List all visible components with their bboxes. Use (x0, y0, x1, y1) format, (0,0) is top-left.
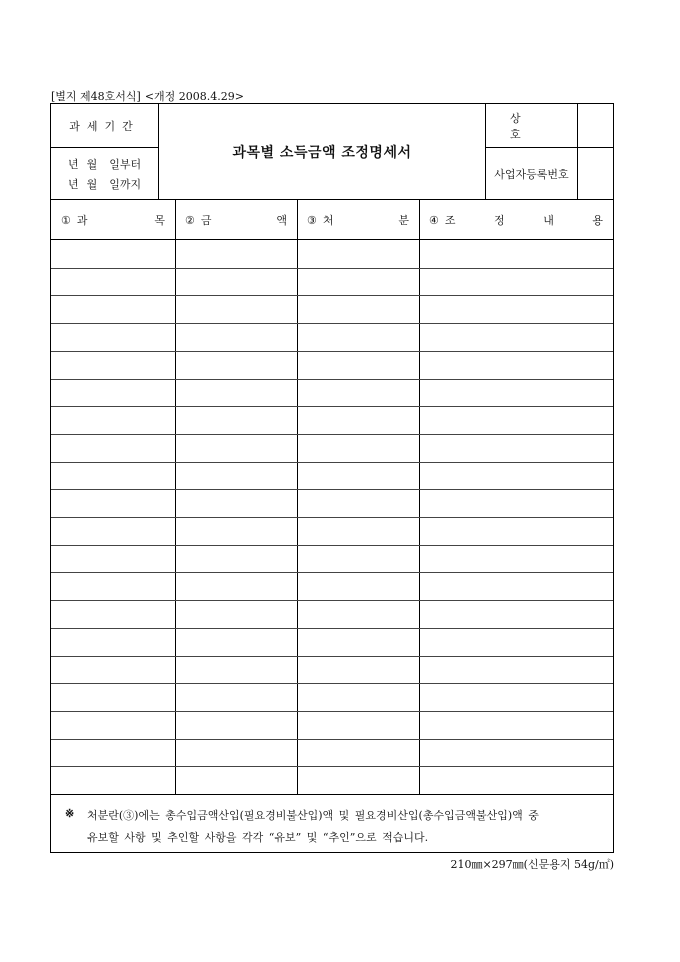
table-cell[interactable] (176, 767, 296, 793)
table-cell[interactable] (52, 324, 174, 350)
table-cell[interactable] (298, 296, 418, 322)
table-cell[interactable] (298, 767, 418, 793)
tax-period-range[interactable] (51, 148, 158, 199)
table-cell[interactable] (298, 573, 418, 599)
table-cell[interactable] (52, 269, 174, 295)
table-cell[interactable] (52, 463, 174, 489)
table-cell[interactable] (298, 546, 418, 572)
table-cell[interactable] (176, 490, 296, 516)
business-info-block (485, 104, 613, 199)
table-cell[interactable] (420, 269, 612, 295)
table-cell[interactable] (298, 518, 418, 544)
column-header-part: 액 (276, 213, 287, 227)
table-cell[interactable] (420, 712, 612, 738)
table-cell[interactable] (52, 684, 174, 710)
table-cell[interactable] (420, 684, 612, 710)
table-cell[interactable] (420, 463, 612, 489)
business-number-label: 사업자등록번호 (486, 148, 578, 199)
table-cell[interactable] (298, 241, 418, 267)
column-header-4 (419, 200, 613, 240)
table-cell[interactable] (298, 407, 418, 433)
table-cell[interactable] (420, 657, 612, 683)
form-revision: <개정 2008.4.29> (144, 90, 245, 103)
table-cell[interactable] (420, 435, 612, 461)
table-cell[interactable] (298, 657, 418, 683)
table-cell[interactable] (420, 740, 612, 766)
paper-specification: 210㎜×297㎜(신문용지 54g/㎡) (450, 858, 614, 871)
table-cell[interactable] (52, 629, 174, 655)
table-cell[interactable] (176, 380, 296, 406)
table-cell[interactable] (298, 740, 418, 766)
table-cell[interactable] (420, 546, 612, 572)
column-header-part: 금 (200, 213, 212, 227)
table-cell[interactable] (52, 241, 174, 267)
column-header-part: 조 (444, 213, 456, 227)
table-cell[interactable] (298, 380, 418, 406)
table-cell[interactable] (52, 740, 174, 766)
table-cell[interactable] (52, 573, 174, 599)
year-text: 년 (68, 158, 79, 171)
company-name-label: 상호 (486, 104, 578, 147)
table-cell[interactable] (420, 767, 612, 793)
table-cell[interactable] (52, 380, 174, 406)
column-header-text: ② (185, 213, 195, 227)
table-cell[interactable] (52, 352, 174, 378)
table-cell[interactable] (52, 546, 174, 572)
form-number: [별지 제48호서식] (51, 90, 141, 103)
business-number-row (486, 148, 613, 199)
table-cell[interactable] (420, 296, 612, 322)
table-cell[interactable] (52, 601, 174, 627)
table-cell[interactable] (420, 629, 612, 655)
table-cell[interactable] (176, 435, 296, 461)
column-header-lead (185, 212, 212, 228)
table-cell[interactable] (176, 657, 296, 683)
column-header-part: 정 (494, 213, 505, 227)
month-text: 월 (86, 158, 98, 171)
table-cell[interactable] (52, 490, 174, 516)
table-cell[interactable] (52, 712, 174, 738)
column-header-text: ③ (307, 213, 317, 227)
form-reference (51, 88, 244, 104)
table-cell[interactable] (176, 463, 296, 489)
column-header-part: 과 (76, 213, 88, 227)
tax-period-block (51, 104, 159, 199)
table-cell[interactable] (420, 573, 612, 599)
adjustment-table (51, 200, 613, 794)
table-cell[interactable] (420, 407, 612, 433)
table-cell[interactable] (420, 601, 612, 627)
table-cell[interactable] (298, 352, 418, 378)
table-cell[interactable] (52, 657, 174, 683)
tax-period-label: 과세기간 (51, 104, 158, 148)
form-sheet (50, 103, 614, 853)
table-cell[interactable] (298, 463, 418, 489)
table-cell[interactable] (176, 573, 296, 599)
table-cell[interactable] (176, 241, 296, 267)
table-cell[interactable] (298, 490, 418, 516)
note-line-2: 유보할 사항 및 추인할 사항을 각각 “유보” 및 “추인”으로 적습니다. (87, 831, 429, 844)
table-cell[interactable] (52, 435, 174, 461)
table-cell[interactable] (52, 518, 174, 544)
column-header-part: 용 (592, 213, 603, 227)
table-cell[interactable] (420, 324, 612, 350)
column-header-part: 분 (398, 213, 409, 227)
form-title: 과목별 소득금액 조정명세서 (232, 144, 412, 161)
column-header-lead (307, 212, 334, 228)
column-header-part: 목 (154, 213, 165, 227)
period-end-line (68, 176, 141, 192)
table-cell[interactable] (176, 546, 296, 572)
table-cell[interactable] (176, 296, 296, 322)
table-cell[interactable] (176, 407, 296, 433)
instruction-note (51, 794, 613, 852)
period-start-line (68, 156, 141, 172)
note-mark: ※ (65, 807, 75, 820)
table-cell[interactable] (176, 712, 296, 738)
business-number-field[interactable] (578, 148, 613, 199)
note-line-1: 처분란(③)에는 총수입금액산입(필요경비불산입)액 및 필요경비산입(총수입금액불산입)액 중 (87, 809, 539, 822)
table-cell[interactable] (298, 269, 418, 295)
table-cell[interactable] (420, 241, 612, 267)
table-cell[interactable] (176, 629, 296, 655)
table-cell[interactable] (298, 435, 418, 461)
column-header-part: 처 (322, 213, 334, 227)
table-cell[interactable] (176, 324, 296, 350)
month-text: 월 (86, 178, 98, 191)
table-cell[interactable] (420, 380, 612, 406)
table-cell[interactable] (176, 740, 296, 766)
column-header-1 (51, 200, 175, 240)
table-cell[interactable] (52, 407, 174, 433)
table-cell[interactable] (52, 296, 174, 322)
company-name-field[interactable] (578, 104, 613, 147)
table-cell[interactable] (298, 324, 418, 350)
table-cell[interactable] (176, 518, 296, 544)
column-header-3 (297, 200, 419, 240)
day-to-text: 일까지 (109, 178, 142, 191)
form-header (51, 104, 613, 200)
table-cell[interactable] (176, 352, 296, 378)
table-cell[interactable] (298, 601, 418, 627)
table-cell[interactable] (52, 767, 174, 793)
table-cell[interactable] (176, 684, 296, 710)
day-from-text: 일부터 (109, 158, 142, 171)
column-header-2 (175, 200, 297, 240)
table-cell[interactable] (298, 684, 418, 710)
table-cell[interactable] (176, 269, 296, 295)
table-cell[interactable] (420, 490, 612, 516)
year-text: 년 (68, 178, 79, 191)
table-cell[interactable] (420, 518, 612, 544)
column-header-lead (429, 212, 456, 228)
column-header-text: ④ (429, 213, 439, 227)
table-cell[interactable] (420, 352, 612, 378)
table-cell[interactable] (176, 601, 296, 627)
table-cell[interactable] (298, 712, 418, 738)
column-header-text: ① (61, 213, 71, 227)
table-cell[interactable] (298, 629, 418, 655)
column-header-lead (61, 212, 88, 228)
company-row (486, 104, 613, 148)
column-header-part: 내 (543, 213, 554, 227)
